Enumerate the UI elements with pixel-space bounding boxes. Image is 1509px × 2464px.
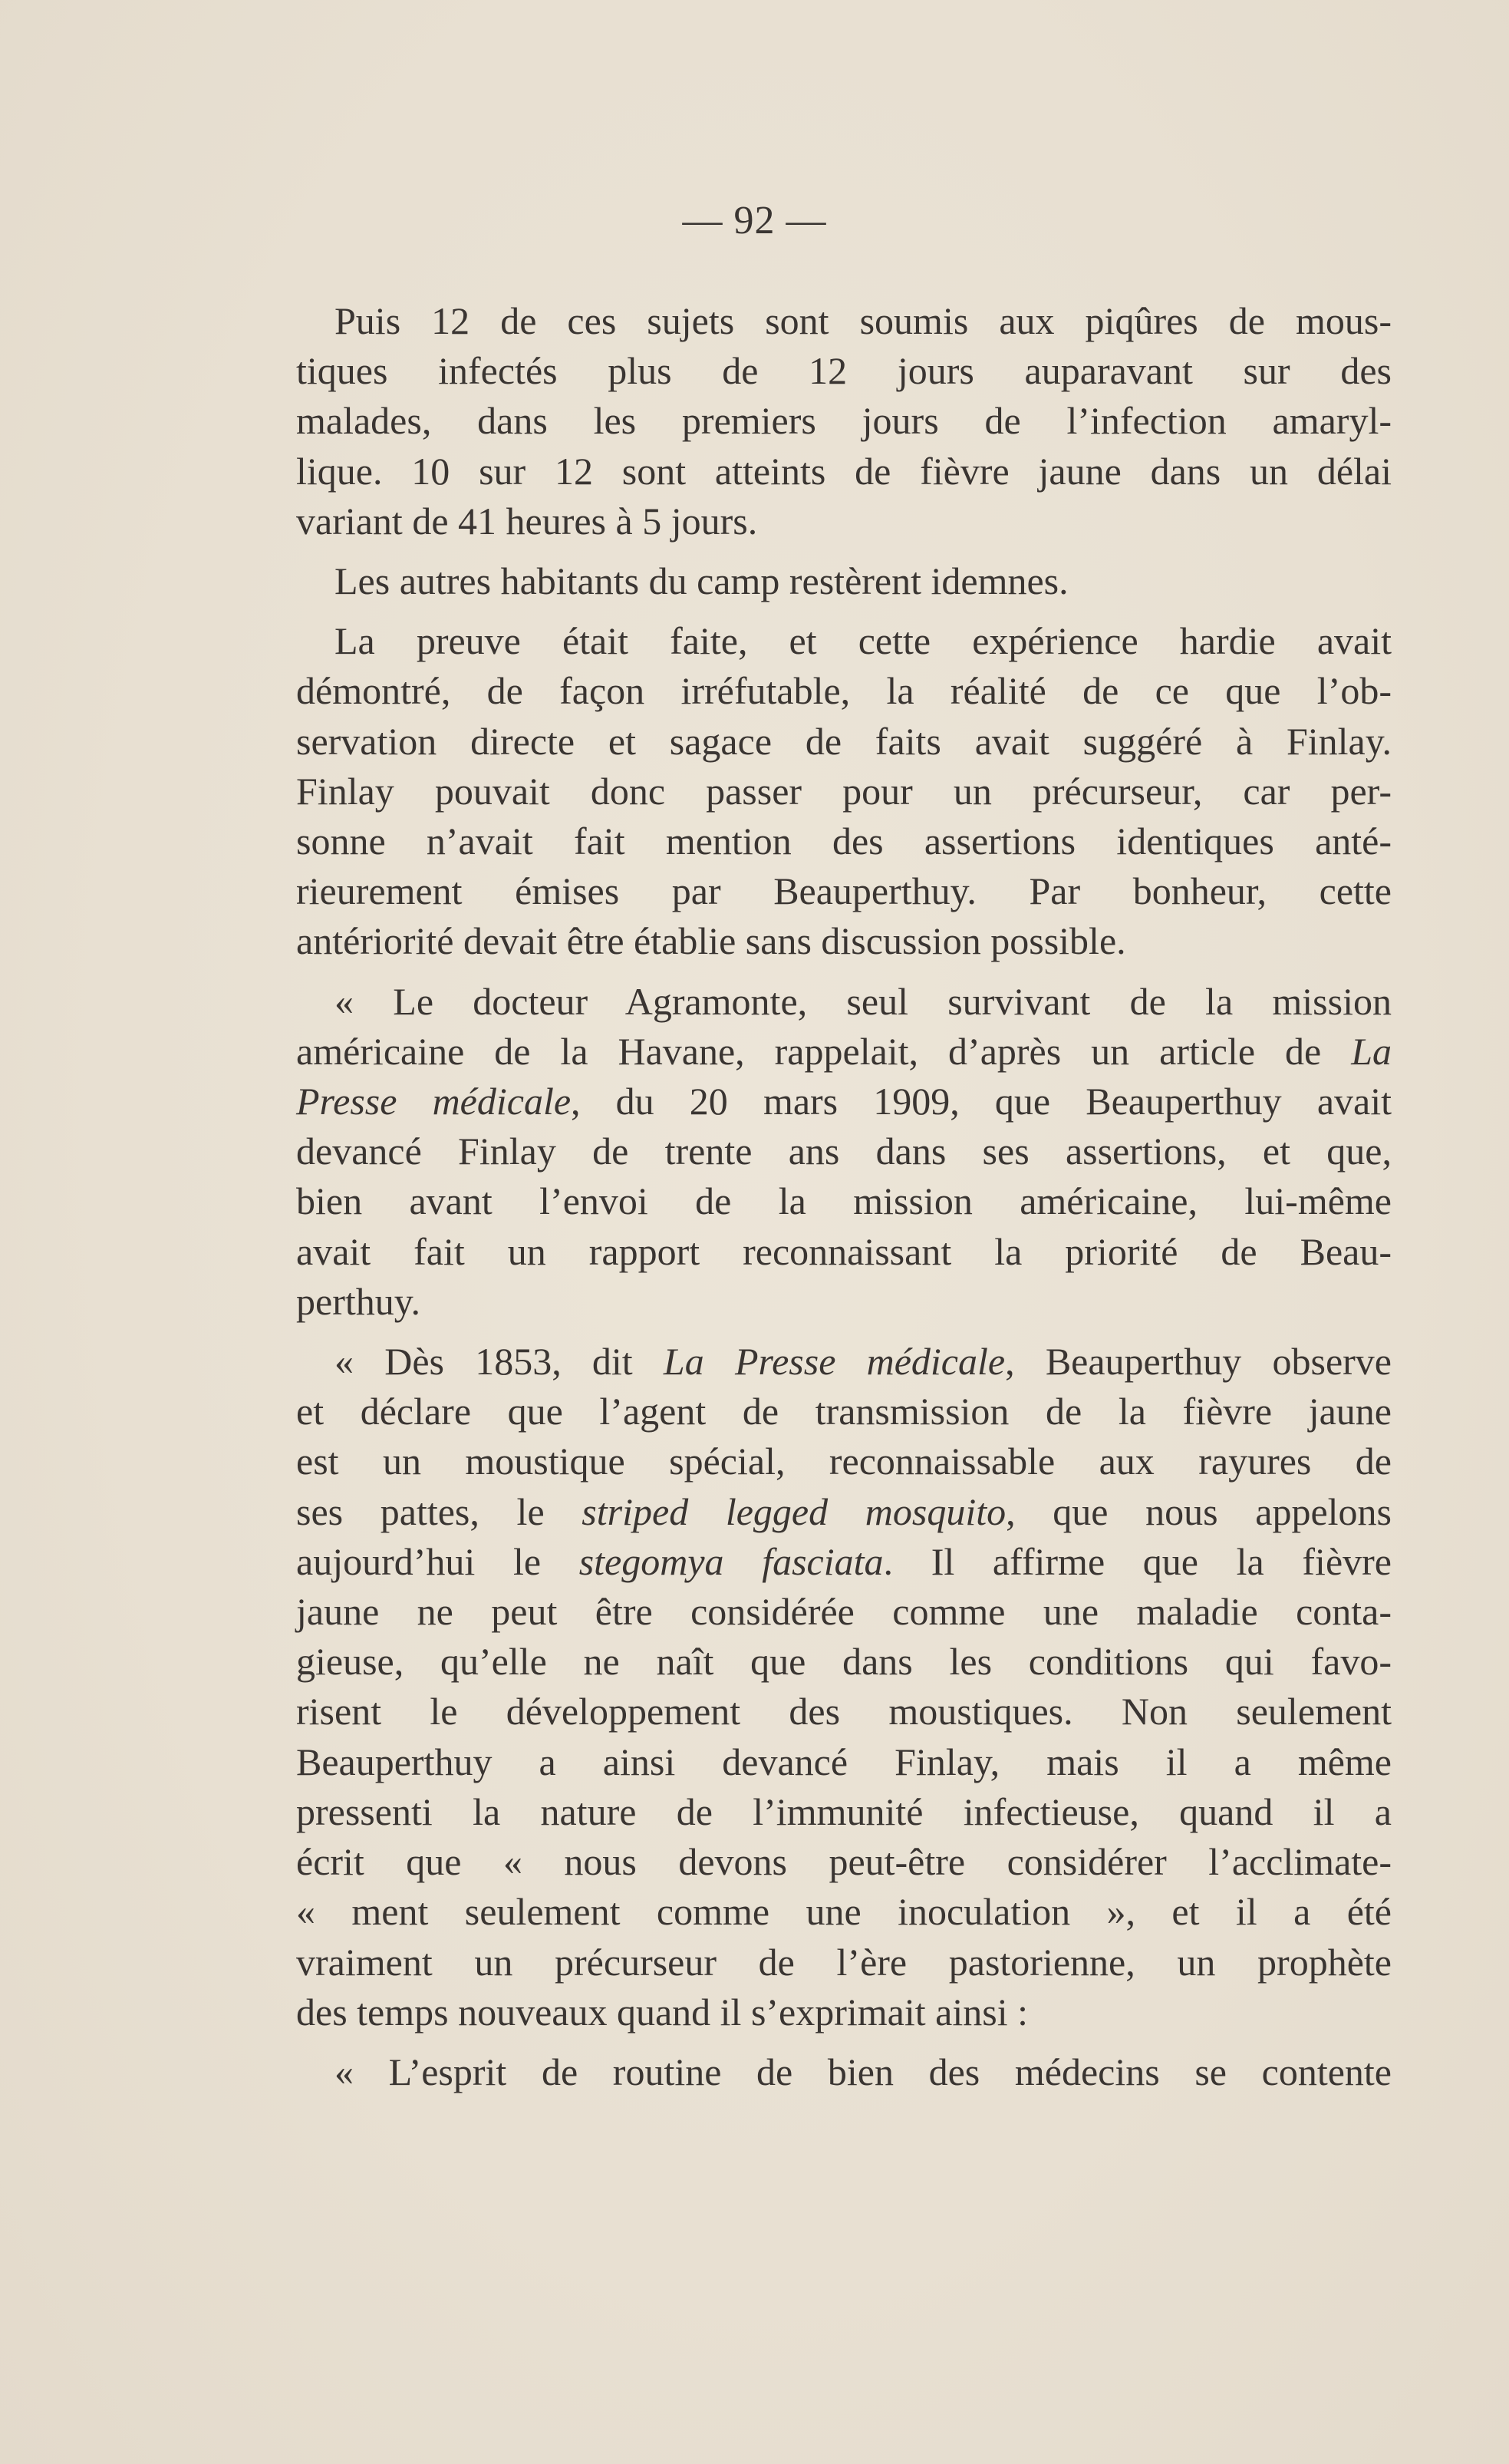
text-line: bien avant l’envoi de la mission américaine, lui-même	[296, 1179, 1392, 1223]
paragraph	[296, 977, 1392, 1327]
text-line: aujourd’hui le stegomya fasciata. Il affirme que la fièvre	[296, 1539, 1392, 1583]
text-line: malades, dans les premiers jours de l’infection amaryl-	[296, 399, 1392, 443]
paragraph	[296, 296, 1392, 546]
text-line: Les autres habitants du camp restèrent idemnes.	[334, 559, 1069, 603]
text-line: américaine de la Havane, rappelait, d’après un article de La	[296, 1029, 1392, 1073]
text-line: écrit que « nous devons peut-être considérer l’acclimate-	[296, 1840, 1392, 1884]
text-line: « Dès 1853, dit La Presse médicale, Beauperthuy observe	[334, 1340, 1392, 1384]
text-line: sonne n’avait fait mention des assertions identiques anté-	[296, 820, 1392, 863]
text-line: « Le docteur Agramonte, seul survivant de la mission	[334, 979, 1392, 1023]
text-line: Presse médicale, du 20 mars 1909, que Beauperthuy avait	[296, 1080, 1392, 1123]
text-line: démontré, de façon irréfutable, la réalité de ce que l’ob-	[296, 669, 1392, 713]
page-number: — 92 —	[682, 199, 827, 242]
paragraph	[296, 1337, 1392, 2037]
text-line: vraiment un précurseur de l’ère pastorienne, un prophète	[296, 1940, 1392, 1984]
text-line: gieuse, qu’elle ne naît que dans les conditions qui favo-	[296, 1640, 1392, 1684]
text-line: jaune ne peut être considérée comme une maladie conta-	[296, 1590, 1392, 1634]
text-line: risent le développement des moustiques. Non seulement	[296, 1690, 1392, 1733]
text-line: antériorité devait être établie sans discussion possible.	[296, 919, 1126, 963]
text-line: servation directe et sagace de faits avait suggéré à Finlay.	[296, 719, 1392, 763]
text-line: « ment seulement comme une inoculation », et il a été	[296, 1890, 1392, 1934]
text-line: « L’esprit de routine de bien des médecins se contente	[334, 2050, 1392, 2093]
paragraph	[296, 556, 1392, 606]
text-line: Beauperthuy a ainsi devancé Finlay, mais il a même	[296, 1740, 1392, 1783]
text-line: rieurement émises par Beauperthuy. Par bonheur, cette	[296, 869, 1392, 913]
text-line: est un moustique spécial, reconnaissable aux rayures de	[296, 1440, 1392, 1483]
text-line: pressenti la nature de l’immunité infectieuse, quand il a	[296, 1789, 1392, 1833]
text-line: devancé Finlay de trente ans dans ses assertions, et que,	[296, 1130, 1392, 1173]
text-line: et déclare que l’agent de transmission de la fièvre jaune	[296, 1390, 1392, 1433]
body-text	[296, 296, 1392, 2107]
text-line: Finlay pouvait donc passer pour un précurseur, car per-	[296, 769, 1392, 813]
text-line: ses pattes, le striped legged mosquito, que nous appelons	[296, 1489, 1392, 1533]
paragraph	[296, 616, 1392, 966]
text-line: La preuve était faite, et cette expérience hardie avait	[334, 619, 1392, 663]
text-line: des temps nouveaux quand il s’exprimait ainsi :	[296, 1990, 1028, 2034]
text-line: variant de 41 heures à 5 jours.	[296, 499, 758, 543]
paragraph	[296, 2047, 1392, 2097]
text-line: avait fait un rapport reconnaissant la priorité de Beau-	[296, 1229, 1392, 1273]
text-line: perthuy.	[296, 1279, 420, 1323]
text-line: tiques infectés plus de 12 jours auparavant sur des	[296, 349, 1392, 393]
text-line: lique. 10 sur 12 sont atteints de fièvre jaune dans un délai	[296, 449, 1392, 493]
text-line: Puis 12 de ces sujets sont soumis aux piqûres de mous-	[334, 299, 1392, 342]
